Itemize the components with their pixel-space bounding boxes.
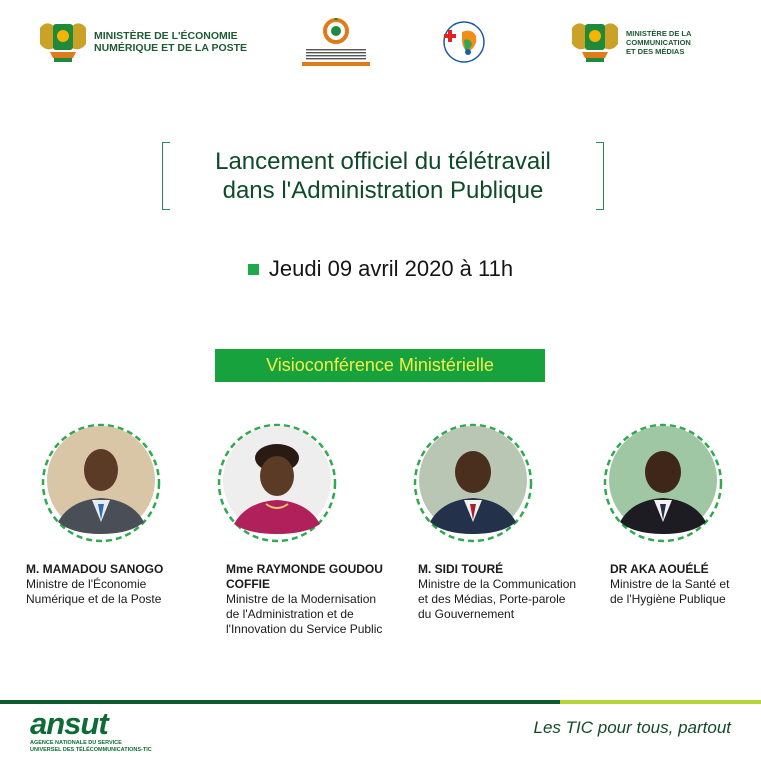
speaker-card-3 — [418, 562, 578, 622]
person-avatar-icon — [216, 422, 338, 544]
footer-divider-dark — [0, 700, 560, 704]
footer-slogan: Les TIC pour tous, partout — [533, 718, 731, 737]
event-title — [162, 142, 604, 210]
speaker-name: M. MAMADOU SANOGO — [26, 562, 164, 576]
logo-ministere-sante — [440, 16, 488, 68]
logo-mienp-line1: MINISTÈRE DE L'ÉCONOMIE — [94, 30, 238, 42]
speaker-role: Ministre de la Communication et des Médias, Porte-parole du Gouvernement — [418, 577, 577, 621]
person-avatar-icon — [602, 422, 724, 544]
coat-of-arms-icon — [568, 18, 622, 66]
event-title-line2: dans l'Administration Publique — [222, 177, 544, 204]
speaker-portrait-1 — [40, 422, 162, 544]
ansut-logo — [30, 708, 160, 752]
logo-mcm-line2: COMMUNICATION — [626, 37, 691, 47]
speaker-portrait-3 — [412, 422, 534, 544]
modernisation-text-lines-icon — [300, 47, 372, 67]
speaker-portrait-2 — [216, 422, 338, 544]
person-avatar-icon — [412, 422, 534, 544]
logo-mienp-line2: NUMÉRIQUE ET DE LA POSTE — [94, 42, 248, 54]
event-date: Jeudi 09 avril 2020 à 11h — [268, 256, 514, 281]
footer-divider — [0, 700, 761, 704]
title-bracket-left — [162, 142, 170, 210]
footer-divider-lime — [560, 700, 761, 704]
logo-ministere-economie-numerique — [36, 16, 247, 68]
speaker-name: DR AKA AOUÉLÉ — [610, 562, 709, 576]
logo-mcm-line3: ET DES MÉDIAS — [626, 46, 685, 56]
speaker-name: M. SIDI TOURÉ — [418, 562, 504, 576]
speaker-name: Mme RAYMONDE GOUDOU COFFIE — [226, 562, 383, 591]
logo-mcm-line1: MINISTÈRE DE LA — [626, 28, 692, 38]
square-bullet-icon — [248, 264, 259, 275]
speaker-card-1 — [26, 562, 191, 607]
speaker-role: Ministre de la Santé et de l'Hygiène Publique — [610, 577, 730, 606]
logo-ministere-modernisation — [300, 16, 372, 68]
person-avatar-icon — [40, 422, 162, 544]
speaker-role: Ministre de l'Économie Numérique et de la Poste — [26, 577, 162, 606]
ansut-wordmark: ansut — [30, 706, 108, 741]
coat-of-arms-icon — [36, 18, 90, 66]
speaker-card-4 — [610, 562, 740, 607]
videoconference-badge: Visioconférence Ministérielle — [215, 349, 545, 382]
title-bracket-right — [596, 142, 604, 210]
ansut-subtitle-line2: UNIVERSEL DES TÉLÉCOMMUNICATIONS-TIC — [30, 746, 152, 753]
speaker-card-2 — [226, 562, 386, 637]
health-emblem-icon — [440, 18, 488, 66]
ansut-subtitle-line1: AGENCE NATIONALE DU SERVICE — [30, 740, 122, 746]
speaker-portrait-4 — [602, 422, 724, 544]
speaker-role: Ministre de la Modernisation de l'Administration et de l'Innovation du Service Public — [226, 592, 383, 636]
modernisation-emblem-icon — [316, 17, 356, 47]
logo-ministere-communication — [568, 16, 691, 68]
event-date-row — [0, 256, 761, 282]
event-title-line1: Lancement officiel du télétravail — [215, 148, 551, 175]
